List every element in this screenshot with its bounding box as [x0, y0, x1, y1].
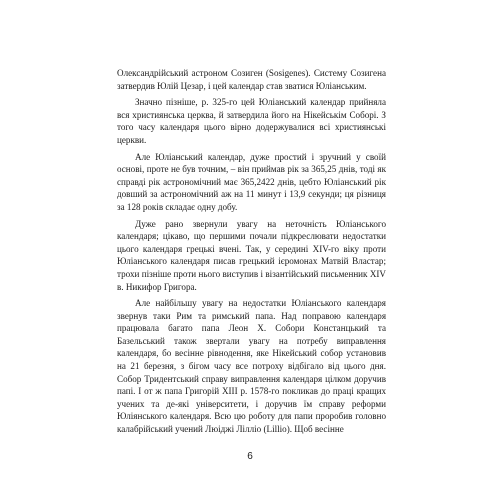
body-text — [117, 67, 386, 436]
paragraph-2: Значно пізніше, р. 325-го цей Юліанський календар прийняла вся християнська церква, й затвердила його на Нікейськім Соборі. З того часу календаря цього вірно додержувалися всі християнські церкви. — [117, 97, 386, 145]
paragraph-4: Дуже рано звернули увагу на неточність Юліанського календаря; цікаво, що першими почали підкреслювати недостатки цього календаря грецькі вчені. Так, у середині XIV-го віку проти Юліанського календаря писав грецький ієромонах Матвій Властар; трохи пізніше проти нього виступив і візантійський письменник XIV в. Никифор Григора. — [117, 218, 386, 292]
paragraph-5: Але найбільшу увагу на недостатки Юліанського календаря звернув таки Рим та римський папа. Над поправою календаря працювала багато папа Леон X. Собори Констанцький та Базельський також звертали увагу на потребу виправлення календаря, бо весінне рівнодення, яке Нікейський собор установив на 21 березня, з бігом часу все потроху відбігало від цього дня. Собор Тридентський справу виправлення календаря цілком доручив папі. І от ж папа Григорій XIII р. 1578-го покликав до праці кращих учених та де-які університети, і доручив їм справу реформи Юліянського календаря. Всю цю роботу для папи проробив головно калабрійський учений Люіджі Лілліо (Lillio). Щоб весінне — [117, 298, 386, 435]
paragraph-1: Олександрійський астроном Созиген (Sosigenes). Систему Созигена затвердив Юлій Цезар, і цей календар став зватися Юліанським. — [117, 68, 386, 91]
paragraph-3: Але Юліанський календар, дуже простий і зручний у своїй основі, проте не був точним, – він приймав рік за 365,25 днів, тоді як справді рік астрономічний має 365,2422 днів, цебто Юліанський рік довший за астрономічний аж на 11 минут і 13,9 секунди; ця різниця за 128 років складає одну добу. — [117, 151, 386, 212]
page-number: 6 — [247, 451, 253, 462]
